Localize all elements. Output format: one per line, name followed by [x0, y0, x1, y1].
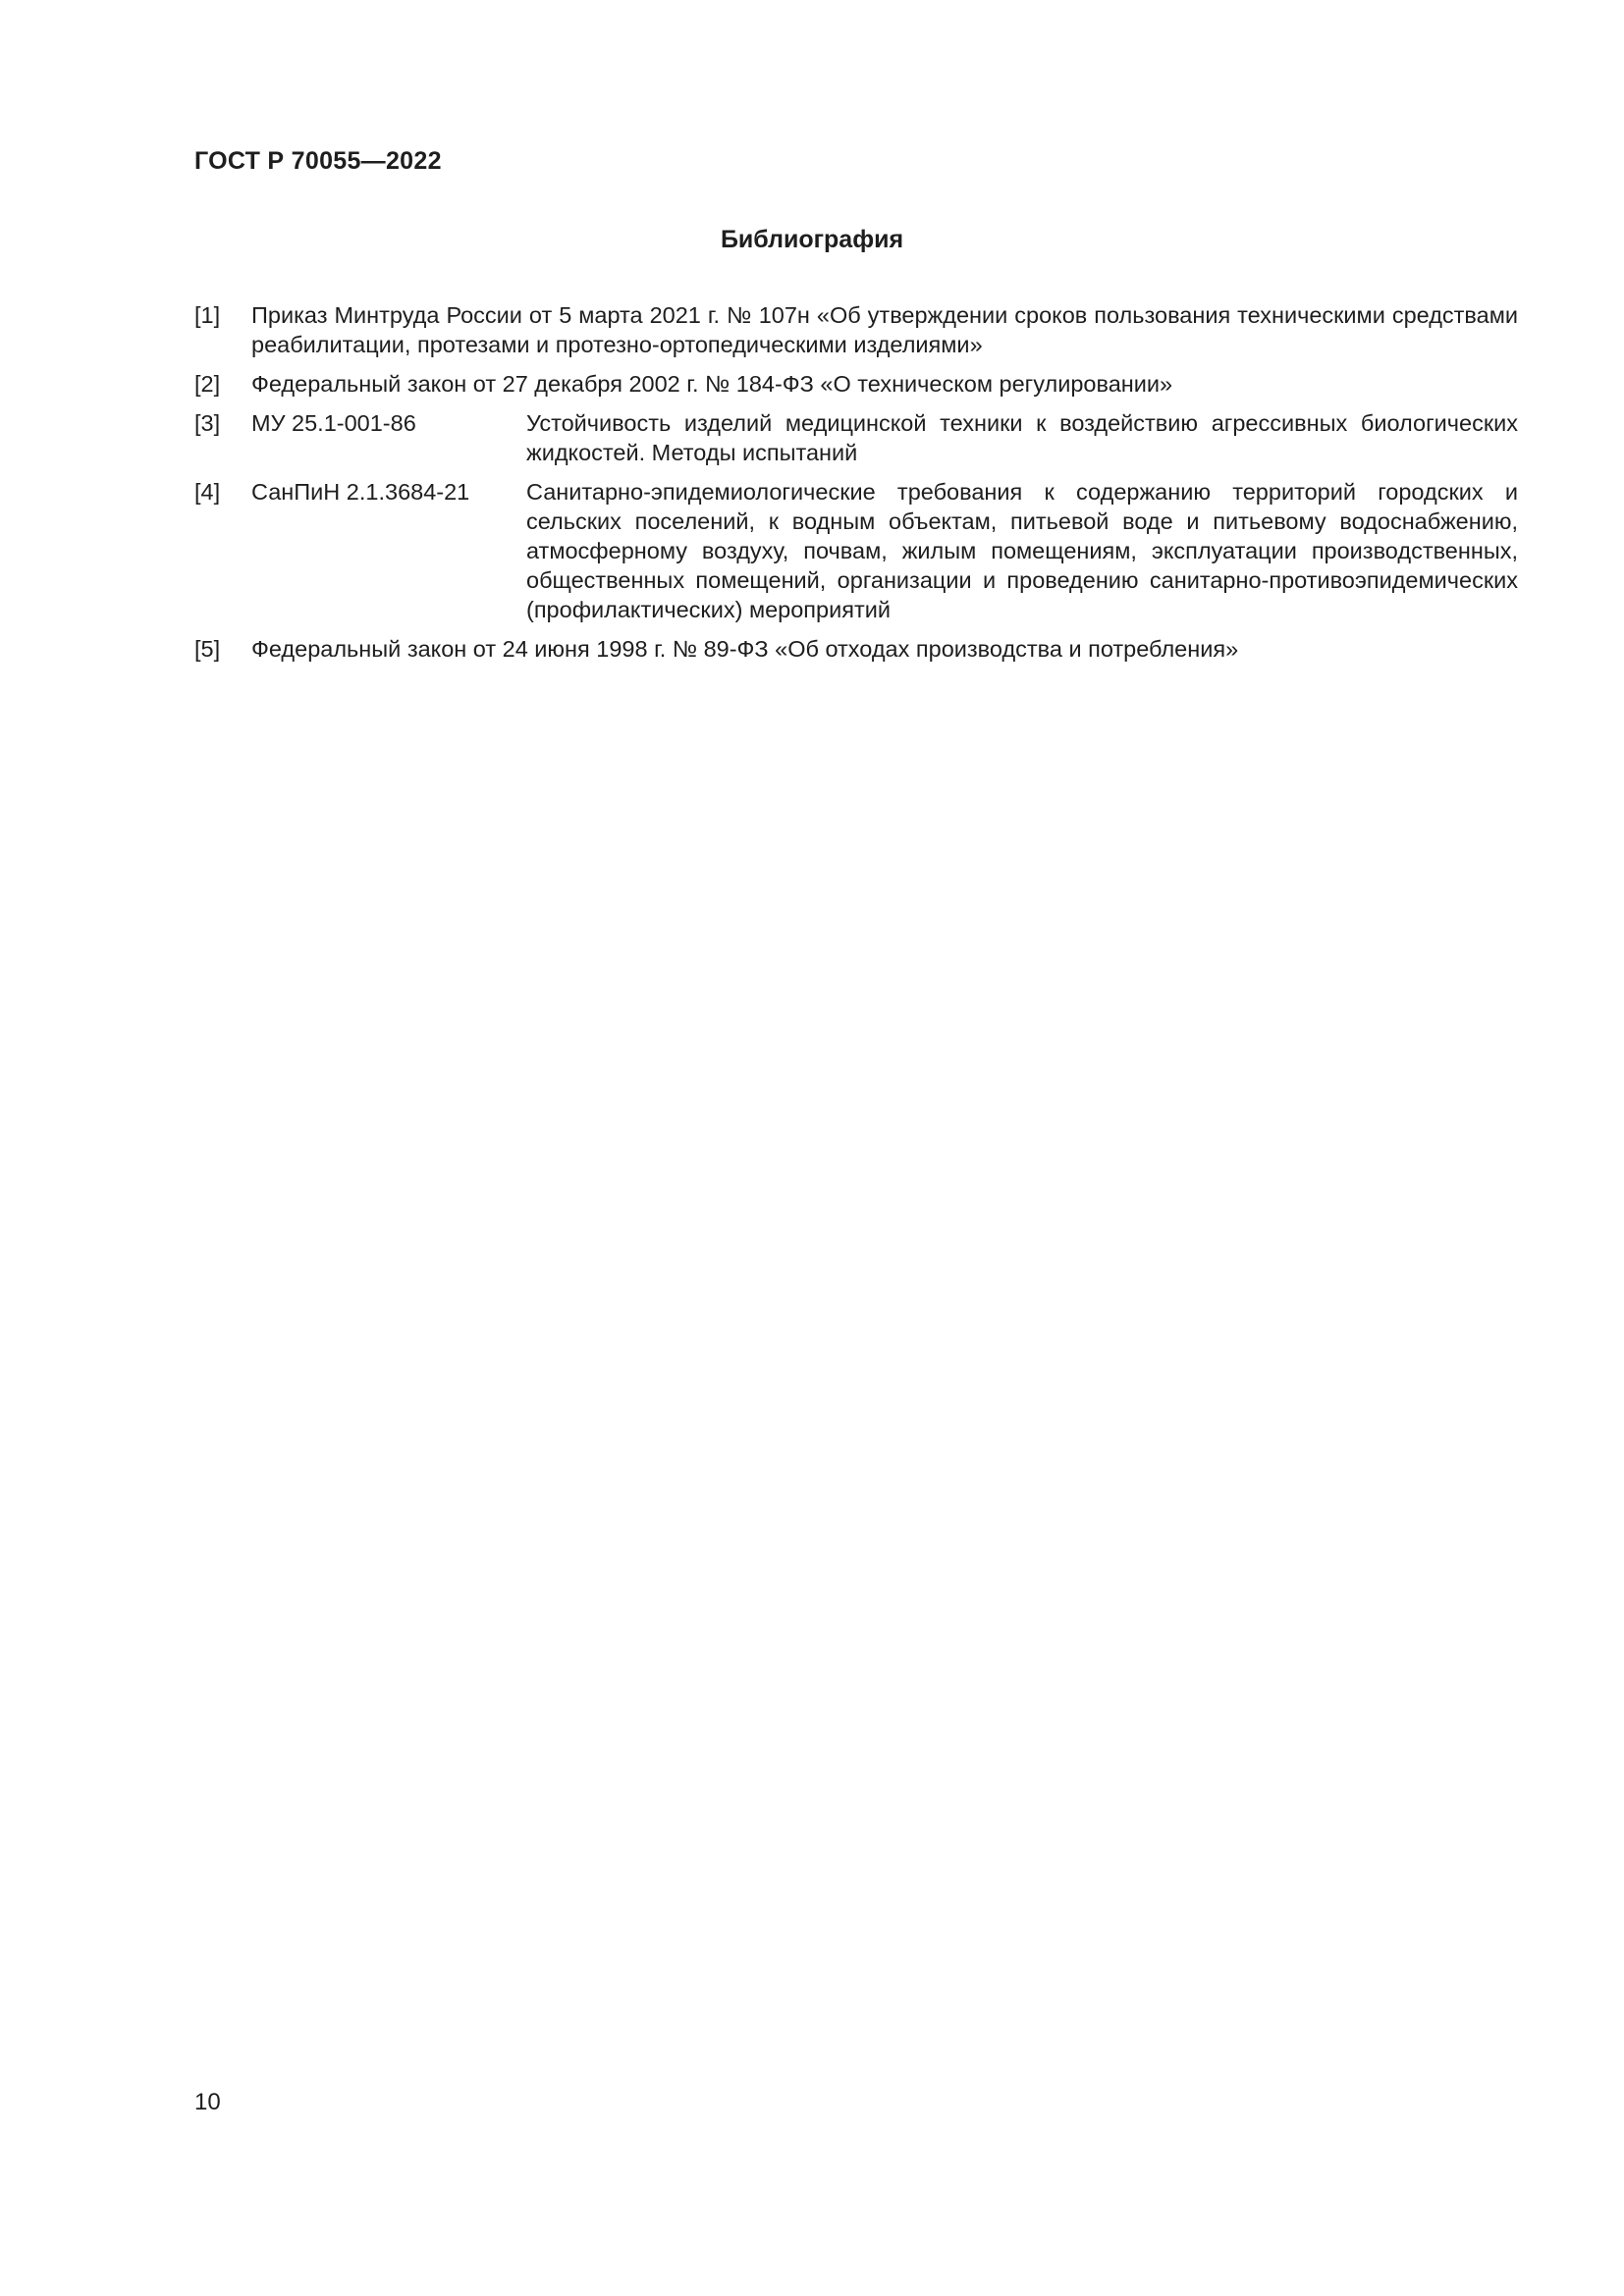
- bibliography-entry: [194, 408, 1518, 467]
- document-code: ГОСТ Р 70055—2022: [194, 147, 442, 175]
- entry-number: [1]: [194, 302, 221, 328]
- bibliography-entry: [194, 300, 1518, 359]
- bibliography-entry: [194, 369, 1518, 399]
- entry-number: [4]: [194, 479, 221, 505]
- entry-description: Устойчивость изделий медицинской техники к воздействию агрессивных биологических жидкостей. Методы испытаний: [526, 410, 1518, 465]
- bibliography-entry: [194, 477, 1518, 624]
- entry-code: СанПиН 2.1.3684-21: [251, 479, 470, 505]
- section-title: Библиография: [720, 226, 904, 253]
- page-number: 10: [194, 2089, 221, 2115]
- bibliography-list: [194, 300, 1518, 673]
- entry-number: [3]: [194, 410, 221, 436]
- entry-code: МУ 25.1-001-86: [251, 410, 416, 436]
- entry-text: Федеральный закон от 24 июня 1998 г. № 89-ФЗ «Об отходах производства и потребления»: [251, 636, 1239, 662]
- entry-number: [2]: [194, 371, 221, 397]
- entry-text: Федеральный закон от 27 декабря 2002 г. № 184-ФЗ «О техническом регулировании»: [251, 371, 1173, 397]
- entry-text: Приказ Минтруда России от 5 марта 2021 г. № 107н «Об утверждении сроков пользования техническими средствами реабилитации, протезами и протезно-ортопедическими изделиями»: [251, 302, 1518, 357]
- entry-number: [5]: [194, 636, 221, 662]
- bibliography-entry: [194, 634, 1518, 664]
- entry-description: Санитарно-эпидемиологические требования к содержанию территорий городских и сельских поселений, к водным объектам, питьевой воде и питьевому водоснабжению, атмосферному воздуху, почвам, жилым помещениям, эксплуатации производственных, общественных помещений, организации и проведению санитарно-противоэпидемических (профилактических) мероприятий: [526, 479, 1518, 622]
